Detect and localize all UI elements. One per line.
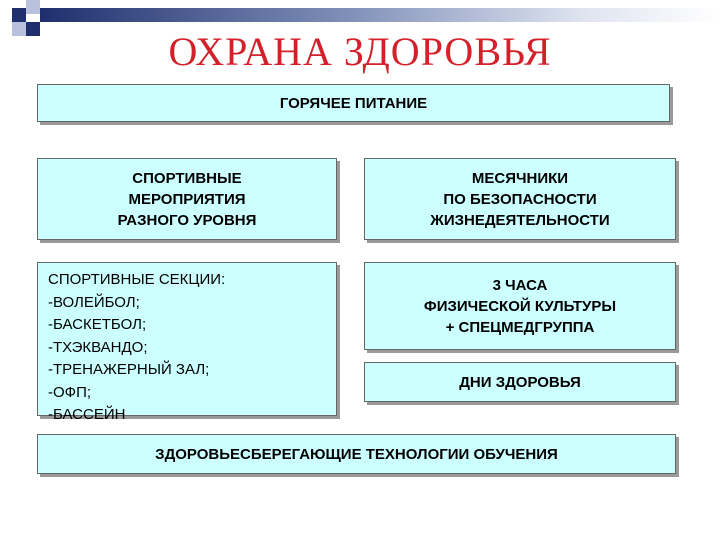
sport-section-item: -БАССЕЙН xyxy=(48,406,126,423)
health-days-box xyxy=(364,362,676,402)
sport-section-item: -ОФП; xyxy=(48,383,92,401)
page-title: ОХРАНА ЗДОРОВЬЯ xyxy=(168,29,552,74)
safety-months-line: МЕСЯЧНИКИ xyxy=(471,169,569,187)
corner-square-decoration xyxy=(26,0,40,14)
sport-events-box xyxy=(37,158,337,240)
sport-events-line: МЕРОПРИЯТИЯ xyxy=(128,190,246,208)
hot-meals-label: ГОРЯЧЕЕ ПИТАНИЕ xyxy=(279,94,428,112)
hot-meals-box xyxy=(37,84,670,122)
corner-square-decoration xyxy=(12,8,26,22)
pe-hours-line: ФИЗИЧЕСКОЙ КУЛЬТУРЫ xyxy=(423,297,617,315)
health-tech-label: ЗДОРОВЬЕСБЕРЕГАЮЩИЕ ТЕХНОЛОГИИ ОБУЧЕНИЯ xyxy=(155,445,558,463)
sport-section-item: -ТХЭКВАНДО; xyxy=(48,338,148,356)
safety-months-line: ПО БЕЗОПАСНОСТИ xyxy=(443,190,597,208)
sport-sections-heading: СПОРТИВНЫЕ СЕКЦИИ: xyxy=(48,271,226,288)
sport-events-line: РАЗНОГО УРОВНЯ xyxy=(117,211,257,229)
sport-section-item: -ВОЛЕЙБОЛ; xyxy=(48,293,140,311)
pe-hours-line: + СПЕЦМЕДГРУППА xyxy=(445,318,595,336)
sport-section-item: -БАСКЕТБОЛ; xyxy=(48,316,147,333)
pe-hours-box xyxy=(364,262,676,350)
sport-events-line: СПОРТИВНЫЕ xyxy=(132,169,242,187)
health-tech-box xyxy=(37,434,676,474)
sport-sections-box xyxy=(37,262,337,423)
safety-months-line: ЖИЗНЕДЕЯТЕЛЬНОСТИ xyxy=(430,211,610,229)
header-gradient-bar xyxy=(40,8,720,22)
sport-section-item: -ТРЕНАЖЕРНЫЙ ЗАЛ; xyxy=(48,361,210,378)
pe-hours-line: 3 ЧАСА xyxy=(492,276,548,294)
safety-months-box xyxy=(364,158,676,240)
health-days-label: ДНИ ЗДОРОВЬЯ xyxy=(459,373,581,391)
